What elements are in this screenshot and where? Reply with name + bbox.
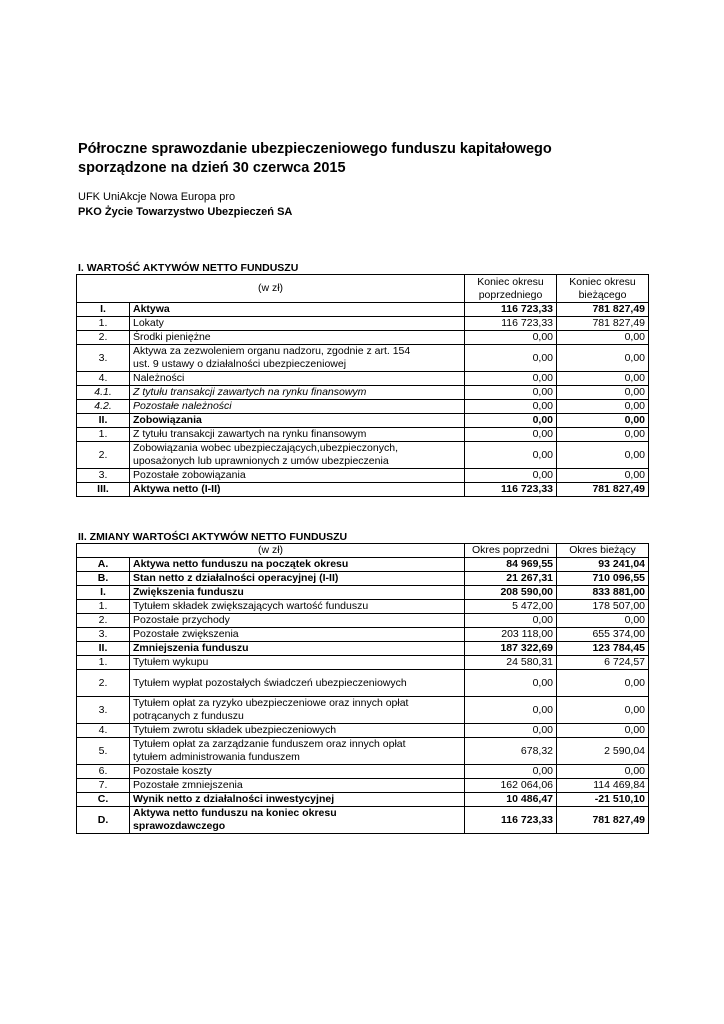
table-row: [77, 469, 649, 483]
report-title: [78, 140, 678, 178]
col-prev-line1: Koniec okresu: [477, 275, 544, 288]
row-index: 2.: [77, 614, 130, 628]
row-prev-value: 116 723,33: [465, 807, 557, 834]
row-prev-value: 0,00: [465, 400, 557, 414]
row-index: 6.: [77, 765, 130, 779]
row-index: 2.: [77, 331, 130, 345]
row-label: [130, 442, 465, 469]
row-label: Wynik netto z działalności inwestycyjnej: [130, 793, 465, 807]
row-index: 1.: [77, 600, 130, 614]
row-prev-value: 116 723,33: [465, 303, 557, 317]
row-curr-value: 0,00: [557, 400, 649, 414]
row-prev-value: 0,00: [465, 469, 557, 483]
row-label: Zobowiązania: [130, 414, 465, 428]
row-index: 4.: [77, 724, 130, 738]
row-label: Lokaty: [130, 317, 465, 331]
row-curr-value: 2 590,04: [557, 738, 649, 765]
row-label: Tytułem wykupu: [130, 656, 465, 670]
table-row: [77, 572, 649, 586]
row-curr-value: 0,00: [557, 724, 649, 738]
table-row: [77, 372, 649, 386]
row-curr-value: 0,00: [557, 331, 649, 345]
section1-title: I. WARTOŚĆ AKTYWÓW NETTO FUNDUSZU: [78, 262, 299, 274]
row-prev-value: 162 064,06: [465, 779, 557, 793]
row-curr-value: 0,00: [557, 345, 649, 372]
table-row: [77, 600, 649, 614]
report-title-line2: sporządzone na dzień 30 czerwca 2015: [78, 160, 346, 176]
row-index: 3.: [77, 469, 130, 483]
row-label: Należności: [130, 372, 465, 386]
table-row: [77, 386, 649, 400]
row-label: Pozostałe przychody: [130, 614, 465, 628]
row-curr-value: 0,00: [557, 469, 649, 483]
row-index: 2.: [77, 442, 130, 469]
row-index: II.: [77, 642, 130, 656]
table-row: [77, 642, 649, 656]
row-index: B.: [77, 572, 130, 586]
table-row: [77, 317, 649, 331]
row-label: Z tytułu transakcji zawartych na rynku finansowym: [130, 428, 465, 442]
row-prev-value: 24 580,31: [465, 656, 557, 670]
row-label: Aktywa netto (I-II): [130, 483, 465, 497]
row-prev-value: 0,00: [465, 345, 557, 372]
row-curr-value: 0,00: [557, 386, 649, 400]
row-index: 5.: [77, 738, 130, 765]
col-prev-header: [465, 275, 557, 303]
row-label: [130, 345, 465, 372]
row-label: Tytułem składek zwiększających wartość funduszu: [130, 600, 465, 614]
row-prev-value: 0,00: [465, 697, 557, 724]
row-label-line2: tytułem administrowania funduszem: [133, 751, 300, 763]
col-curr-line2: bieżącego: [578, 288, 627, 301]
fund-name: UFK UniAkcje Nowa Europa pro: [78, 191, 236, 203]
row-curr-value: 178 507,00: [557, 600, 649, 614]
row-label-line2: ust. 9 ustawy o działalności ubezpieczeniowej: [133, 358, 347, 370]
row-label: Pozostałe koszty: [130, 765, 465, 779]
row-curr-value: 93 241,04: [557, 558, 649, 572]
section2-title: II. ZMIANY WARTOŚCI AKTYWÓW NETTO FUNDUSZU: [78, 531, 348, 543]
row-curr-value: 0,00: [557, 372, 649, 386]
row-prev-value: 187 322,69: [465, 642, 557, 656]
table-row: [77, 345, 649, 372]
row-curr-value: 6 724,57: [557, 656, 649, 670]
row-index: I.: [77, 303, 130, 317]
row-index: 3.: [77, 628, 130, 642]
table-header-row: [77, 544, 649, 558]
row-label: Pozostałe zwiększenia: [130, 628, 465, 642]
row-index: 2.: [77, 670, 130, 697]
row-curr-value: 781 827,49: [557, 303, 649, 317]
row-prev-value: 0,00: [465, 724, 557, 738]
row-curr-value: 114 469,84: [557, 779, 649, 793]
col-curr-line1: Koniec okresu: [569, 275, 636, 288]
table-row: [77, 670, 649, 697]
row-label-line1: Tytułem opłat za ryzyko ubezpieczeniowe oraz innych opłat: [133, 697, 409, 709]
table-header-row: [77, 275, 649, 303]
row-index: 1.: [77, 317, 130, 331]
table-row: [77, 483, 649, 497]
row-prev-value: 203 118,00: [465, 628, 557, 642]
row-index: 3.: [77, 697, 130, 724]
row-index: 7.: [77, 779, 130, 793]
row-label: Aktywa netto funduszu na początek okresu: [130, 558, 465, 572]
row-prev-value: 0,00: [465, 372, 557, 386]
row-curr-value: 655 374,00: [557, 628, 649, 642]
company-name: PKO Życie Towarzystwo Ubezpieczeń SA: [78, 206, 293, 218]
row-curr-value: 0,00: [557, 428, 649, 442]
table-row: [77, 614, 649, 628]
report-title-line1: Półroczne sprawozdanie ubezpieczeniowego funduszu kapitałowego: [78, 141, 552, 157]
row-curr-value: 123 784,45: [557, 642, 649, 656]
table-row: [77, 400, 649, 414]
row-label-line2: potrącanych z funduszu: [133, 710, 244, 722]
unit-label: (w zł): [77, 275, 465, 303]
table-row: [77, 303, 649, 317]
col-prev-header: Okres poprzedni: [465, 544, 557, 558]
table-row: [77, 697, 649, 724]
table-row: [77, 656, 649, 670]
table-row: [77, 428, 649, 442]
row-prev-value: 0,00: [465, 331, 557, 345]
row-curr-value: 781 827,49: [557, 483, 649, 497]
row-index: D.: [77, 807, 130, 834]
row-index: 3.: [77, 345, 130, 372]
row-curr-value: 0,00: [557, 414, 649, 428]
row-label: Tytułem zwrotu składek ubezpieczeniowych: [130, 724, 465, 738]
row-curr-value: 833 881,00: [557, 586, 649, 600]
row-label: Pozostałe zmniejszenia: [130, 779, 465, 793]
table-row: [77, 414, 649, 428]
row-label-line2: sprawozdawczego: [133, 820, 226, 832]
row-label: Pozostałe zobowiązania: [130, 469, 465, 483]
row-index: A.: [77, 558, 130, 572]
row-curr-value: 0,00: [557, 670, 649, 697]
row-label: Zwiększenia funduszu: [130, 586, 465, 600]
row-label: Stan netto z działalności operacyjnej (I-II): [130, 572, 465, 586]
table-row: [77, 779, 649, 793]
row-prev-value: 0,00: [465, 765, 557, 779]
row-prev-value: 10 486,47: [465, 793, 557, 807]
row-label-line1: Aktywa netto funduszu na koniec okresu: [133, 807, 337, 819]
table-row: [77, 724, 649, 738]
row-curr-value: 710 096,55: [557, 572, 649, 586]
table-row: [77, 738, 649, 765]
row-label: Tytułem wypłat pozostałych świadczeń ubezpieczeniowych: [130, 670, 465, 697]
table-row: [77, 807, 649, 834]
table-row: [77, 793, 649, 807]
row-label-line1: Zobowiązania wobec ubezpieczających,ubezpieczonych,: [133, 442, 398, 454]
row-label: [130, 807, 465, 834]
row-prev-value: 0,00: [465, 670, 557, 697]
row-label: Zmniejszenia funduszu: [130, 642, 465, 656]
row-prev-value: 116 723,33: [465, 317, 557, 331]
row-curr-value: 0,00: [557, 765, 649, 779]
row-prev-value: 21 267,31: [465, 572, 557, 586]
table-row: [77, 331, 649, 345]
row-prev-value: 678,32: [465, 738, 557, 765]
row-label: [130, 697, 465, 724]
row-label: Pozostałe należności: [130, 400, 465, 414]
row-label: [130, 738, 465, 765]
row-label-line1: Tytułem opłat za zarządzanie funduszem oraz innych opłat: [133, 738, 406, 750]
row-prev-value: 0,00: [465, 414, 557, 428]
table-row: [77, 586, 649, 600]
table-row: [77, 765, 649, 779]
col-prev-line2: poprzedniego: [478, 288, 543, 301]
row-index: I.: [77, 586, 130, 600]
row-curr-value: 781 827,49: [557, 807, 649, 834]
unit-label: (w zł): [77, 544, 465, 558]
row-curr-value: 781 827,49: [557, 317, 649, 331]
row-index: C.: [77, 793, 130, 807]
row-label: Środki pieniężne: [130, 331, 465, 345]
table-row: [77, 442, 649, 469]
row-curr-value: 0,00: [557, 614, 649, 628]
col-curr-header: [557, 275, 649, 303]
row-index: 4.: [77, 372, 130, 386]
row-index: 1.: [77, 428, 130, 442]
row-prev-value: 84 969,55: [465, 558, 557, 572]
row-label: Aktywa: [130, 303, 465, 317]
net-assets-table: [76, 274, 649, 497]
row-prev-value: 0,00: [465, 614, 557, 628]
row-curr-value: 0,00: [557, 697, 649, 724]
net-assets-changes-table: [76, 543, 649, 834]
row-index: 4.1.: [77, 386, 130, 400]
row-prev-value: 0,00: [465, 428, 557, 442]
row-label-line1: Aktywa za zezwoleniem organu nadzoru, zgodnie z art. 154: [133, 345, 411, 357]
row-curr-value: 0,00: [557, 442, 649, 469]
row-prev-value: 0,00: [465, 386, 557, 400]
row-prev-value: 0,00: [465, 442, 557, 469]
row-index: II.: [77, 414, 130, 428]
table-row: [77, 628, 649, 642]
row-prev-value: 208 590,00: [465, 586, 557, 600]
col-curr-header: Okres bieżący: [557, 544, 649, 558]
row-label: Z tytułu transakcji zawartych na rynku finansowym: [130, 386, 465, 400]
row-index: III.: [77, 483, 130, 497]
row-curr-value: -21 510,10: [557, 793, 649, 807]
row-index: 4.2.: [77, 400, 130, 414]
row-prev-value: 5 472,00: [465, 600, 557, 614]
row-label-line2: uposażonych lub uprawnionych z umów ubezpieczenia: [133, 455, 389, 467]
table-row: [77, 558, 649, 572]
row-index: 1.: [77, 656, 130, 670]
row-prev-value: 116 723,33: [465, 483, 557, 497]
